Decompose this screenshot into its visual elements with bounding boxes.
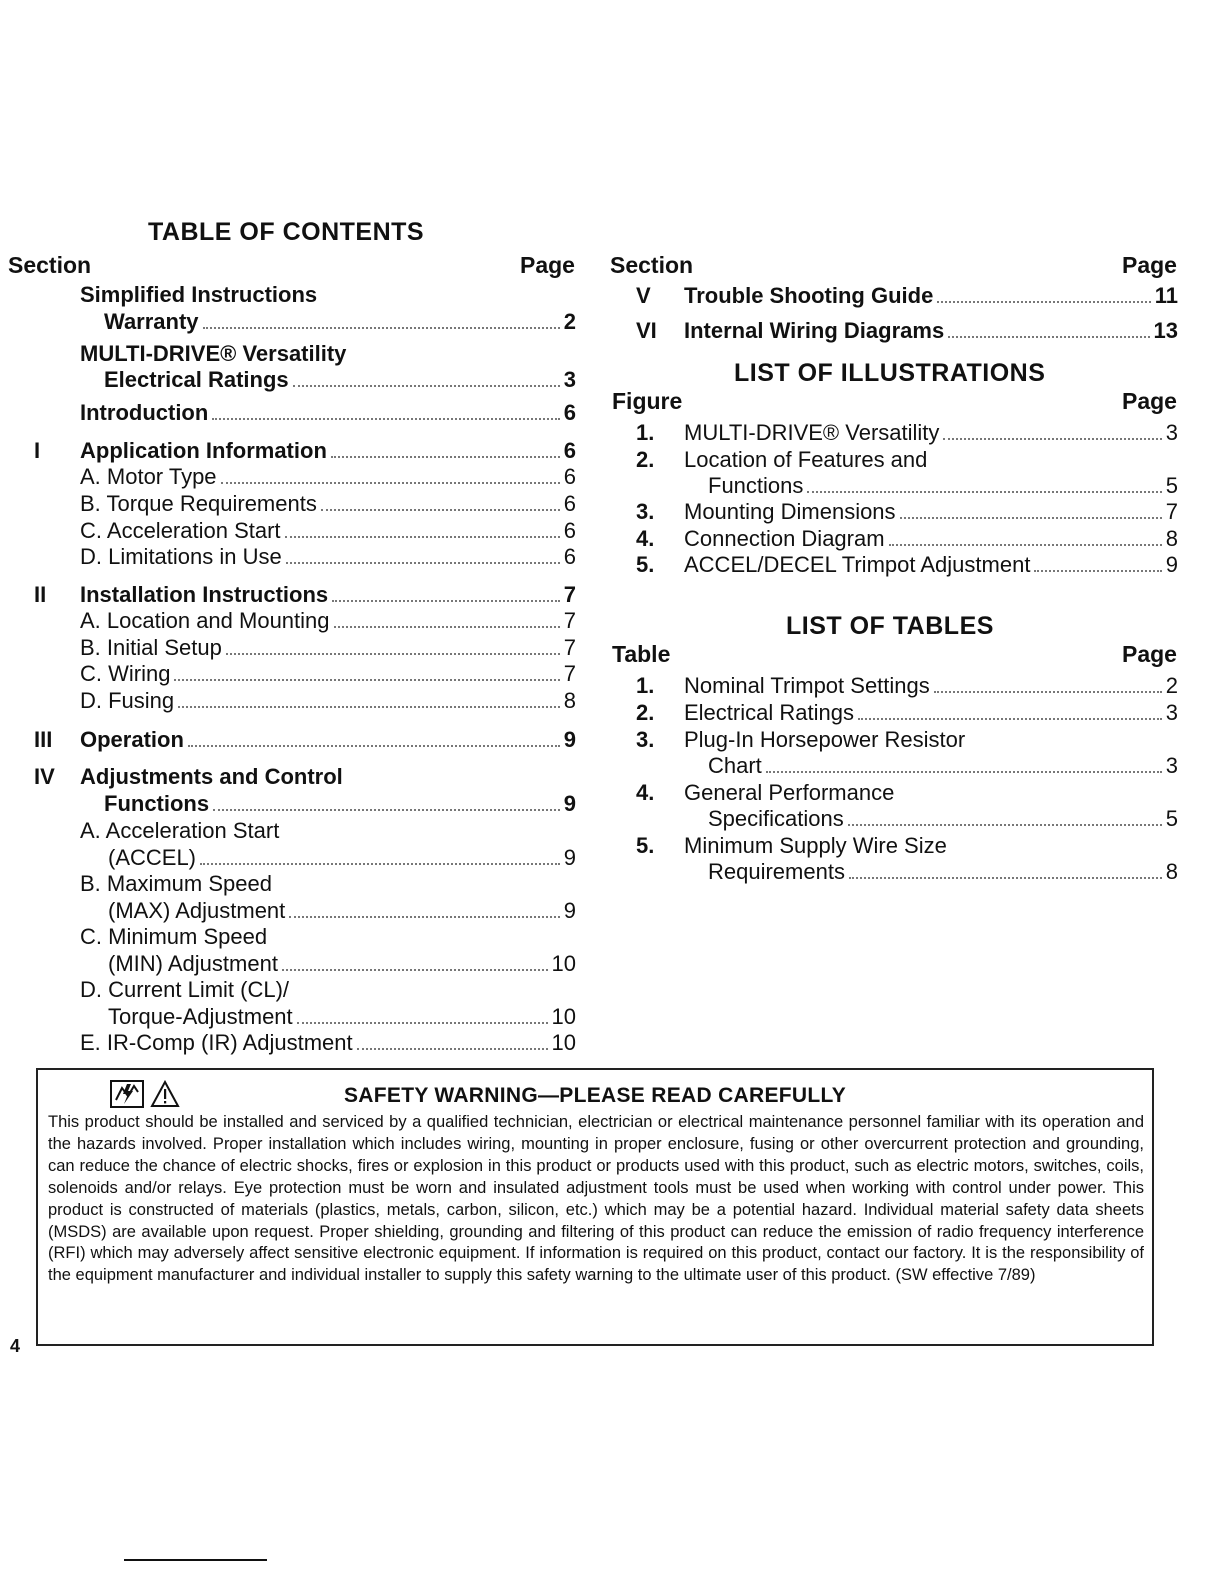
illustrations-title: LIST OF ILLUSTRATIONS <box>734 359 1046 387</box>
toc-entry-operation[interactable]: Operation 9 <box>80 727 576 752</box>
toc-right-section-header: Section <box>610 252 694 278</box>
page-number: 4 <box>10 1336 21 1356</box>
toc-entry-acceleration-start[interactable]: C. Acceleration Start 6 <box>80 518 576 543</box>
figure-entry-versatility[interactable]: MULTI-DRIVE® Versatility 3 <box>684 420 1178 445</box>
toc-versatility-heading: MULTI-DRIVE® Versatility <box>80 341 347 366</box>
safety-warning-title: SAFETY WARNING—PLEASE READ CAREFULLY <box>343 1084 846 1107</box>
tables-table-header: Table <box>612 641 671 667</box>
table-entry-electrical-ratings[interactable]: Electrical Ratings 3 <box>684 700 1178 725</box>
figure-num-3: 3. <box>636 499 655 524</box>
toc-section-num-4: IV <box>34 764 55 789</box>
toc-section-num-6: VI <box>636 318 657 343</box>
toc-entry-min-adjustment[interactable]: (MIN) Adjustment 10 <box>108 951 576 976</box>
safety-warning-text: This product should be installed and serviced by a qualified technician, electrician or electrical maintenance personnel familiar with its operation and the hazards involved. Proper installation which includes wiring, mounting in proper enclosure, fusing or other overcurrent protection and grounding, can reduce the chance of electric shocks, fires or explosion in this product or products used with this product, such as electric motors, switches, coils, solenoids and/or relays. Eye protection must be worn and insulated adjustment tools must be used when working with control under power. This product is constructed of materials (plastics, metals, carbon, silicon, etc.) which may be a potential hazard. Individual material safety data sheets (MSDS) are available upon request. Proper shielding, grounding and filtering of this product can reduce the emission of radio frequency interference (RFI) which may adversely affect sensitive electronic equipment. If information is required on this product, contact our factory. It is the responsibility of the equipment manufacturer and individual installer to supply this safety warning to the ultimate user of this product. (SW effective 7/89) <box>48 1113 1144 1285</box>
toc-entry-initial-setup[interactable]: B. Initial Setup 7 <box>80 635 576 660</box>
figure-entry-location-features[interactable]: Functions 5 <box>708 473 1178 498</box>
figure-entry-accel-decel[interactable]: ACCEL/DECEL Trimpot Adjustment 9 <box>684 552 1178 577</box>
figure-num-1: 1. <box>636 420 655 445</box>
toc-max-line1: B. Maximum Speed <box>80 871 272 896</box>
toc-section-num-1: I <box>34 438 41 463</box>
toc-entry-motor-type[interactable]: A. Motor Type 6 <box>80 464 576 489</box>
figure-location-line1: Location of Features and <box>684 447 928 472</box>
footnote-rule <box>124 1559 267 1561</box>
toc-entry-torque-requirements[interactable]: B. Torque Requirements 6 <box>80 491 576 516</box>
toc-title: TABLE OF CONTENTS <box>148 218 425 246</box>
toc-section-num-3: III <box>34 727 53 752</box>
toc-adjustments-heading: Adjustments and Control <box>80 764 343 789</box>
toc-section-num-2: II <box>34 582 47 607</box>
toc-section-num-5: V <box>636 283 651 308</box>
figure-num-4: 4. <box>636 526 655 551</box>
table-num-4: 4. <box>636 780 655 805</box>
toc-entry-electrical-ratings[interactable]: Electrical Ratings 3 <box>104 367 576 392</box>
toc-cl-line1: D. Current Limit (CL)/ <box>80 977 290 1002</box>
table-entry-performance-specs[interactable]: Specifications 5 <box>708 806 1178 831</box>
table-performance-line1: General Performance <box>684 780 895 805</box>
toc-page-header: Page <box>520 252 575 278</box>
toc-entry-adjustments-functions[interactable]: Functions 9 <box>104 791 576 816</box>
toc-entry-limitations-in-use[interactable]: D. Limitations in Use 6 <box>80 544 576 569</box>
toc-entry-trouble-shooting[interactable]: Trouble Shooting Guide 11 <box>684 283 1178 308</box>
table-num-3: 3. <box>636 727 655 752</box>
toc-entry-torque-adjustment[interactable]: Torque-Adjustment 10 <box>108 1004 576 1029</box>
toc-entry-warranty[interactable]: Warranty 2 <box>104 309 576 334</box>
table-num-2: 2. <box>636 700 655 725</box>
tables-title: LIST OF TABLES <box>786 612 994 640</box>
toc-simplified-heading: Simplified Instructions <box>80 282 318 307</box>
tables-page-header: Page <box>1122 641 1177 667</box>
illustrations-page-header: Page <box>1122 388 1177 414</box>
toc-entry-max-adjustment[interactable]: (MAX) Adjustment 9 <box>108 898 576 923</box>
toc-entry-introduction[interactable]: Introduction 6 <box>80 400 576 425</box>
safety-warning-box <box>36 1068 1154 1346</box>
toc-section-header: Section <box>8 252 92 278</box>
illustrations-figure-header: Figure <box>612 388 683 414</box>
table-entry-resistor-chart[interactable]: Chart 3 <box>708 753 1178 778</box>
figure-num-5: 5. <box>636 552 655 577</box>
toc-right-page-header: Page <box>1122 252 1177 278</box>
toc-min-line1: C. Minimum Speed <box>80 924 268 949</box>
toc-entry-wiring[interactable]: C. Wiring 7 <box>80 661 576 686</box>
table-entry-wire-size[interactable]: Requirements 8 <box>708 859 1178 884</box>
table-num-5: 5. <box>636 833 655 858</box>
table-wire-size-line1: Minimum Supply Wire Size <box>684 833 947 858</box>
toc-entry-location-mounting[interactable]: A. Location and Mounting 7 <box>80 608 576 633</box>
table-entry-trimpot-settings[interactable]: Nominal Trimpot Settings 2 <box>684 673 1178 698</box>
toc-entry-fusing[interactable]: D. Fusing 8 <box>80 688 576 713</box>
toc-entry-application-information[interactable]: Application Information 6 <box>80 438 576 463</box>
toc-accel-line1: A. Acceleration Start <box>80 818 280 843</box>
figure-entry-connection-diagram[interactable]: Connection Diagram 8 <box>684 526 1178 551</box>
toc-entry-ir-comp[interactable]: E. IR-Comp (IR) Adjustment 10 <box>80 1030 576 1055</box>
toc-entry-wiring-diagrams[interactable]: Internal Wiring Diagrams 13 <box>684 318 1178 343</box>
figure-num-2: 2. <box>636 447 655 472</box>
toc-entry-installation-instructions[interactable]: Installation Instructions 7 <box>80 582 576 607</box>
table-resistor-line1: Plug-In Horsepower Resistor <box>684 727 966 752</box>
toc-entry-accel[interactable]: (ACCEL) 9 <box>108 845 576 870</box>
table-num-1: 1. <box>636 673 655 698</box>
figure-entry-mounting-dimensions[interactable]: Mounting Dimensions 7 <box>684 499 1178 524</box>
